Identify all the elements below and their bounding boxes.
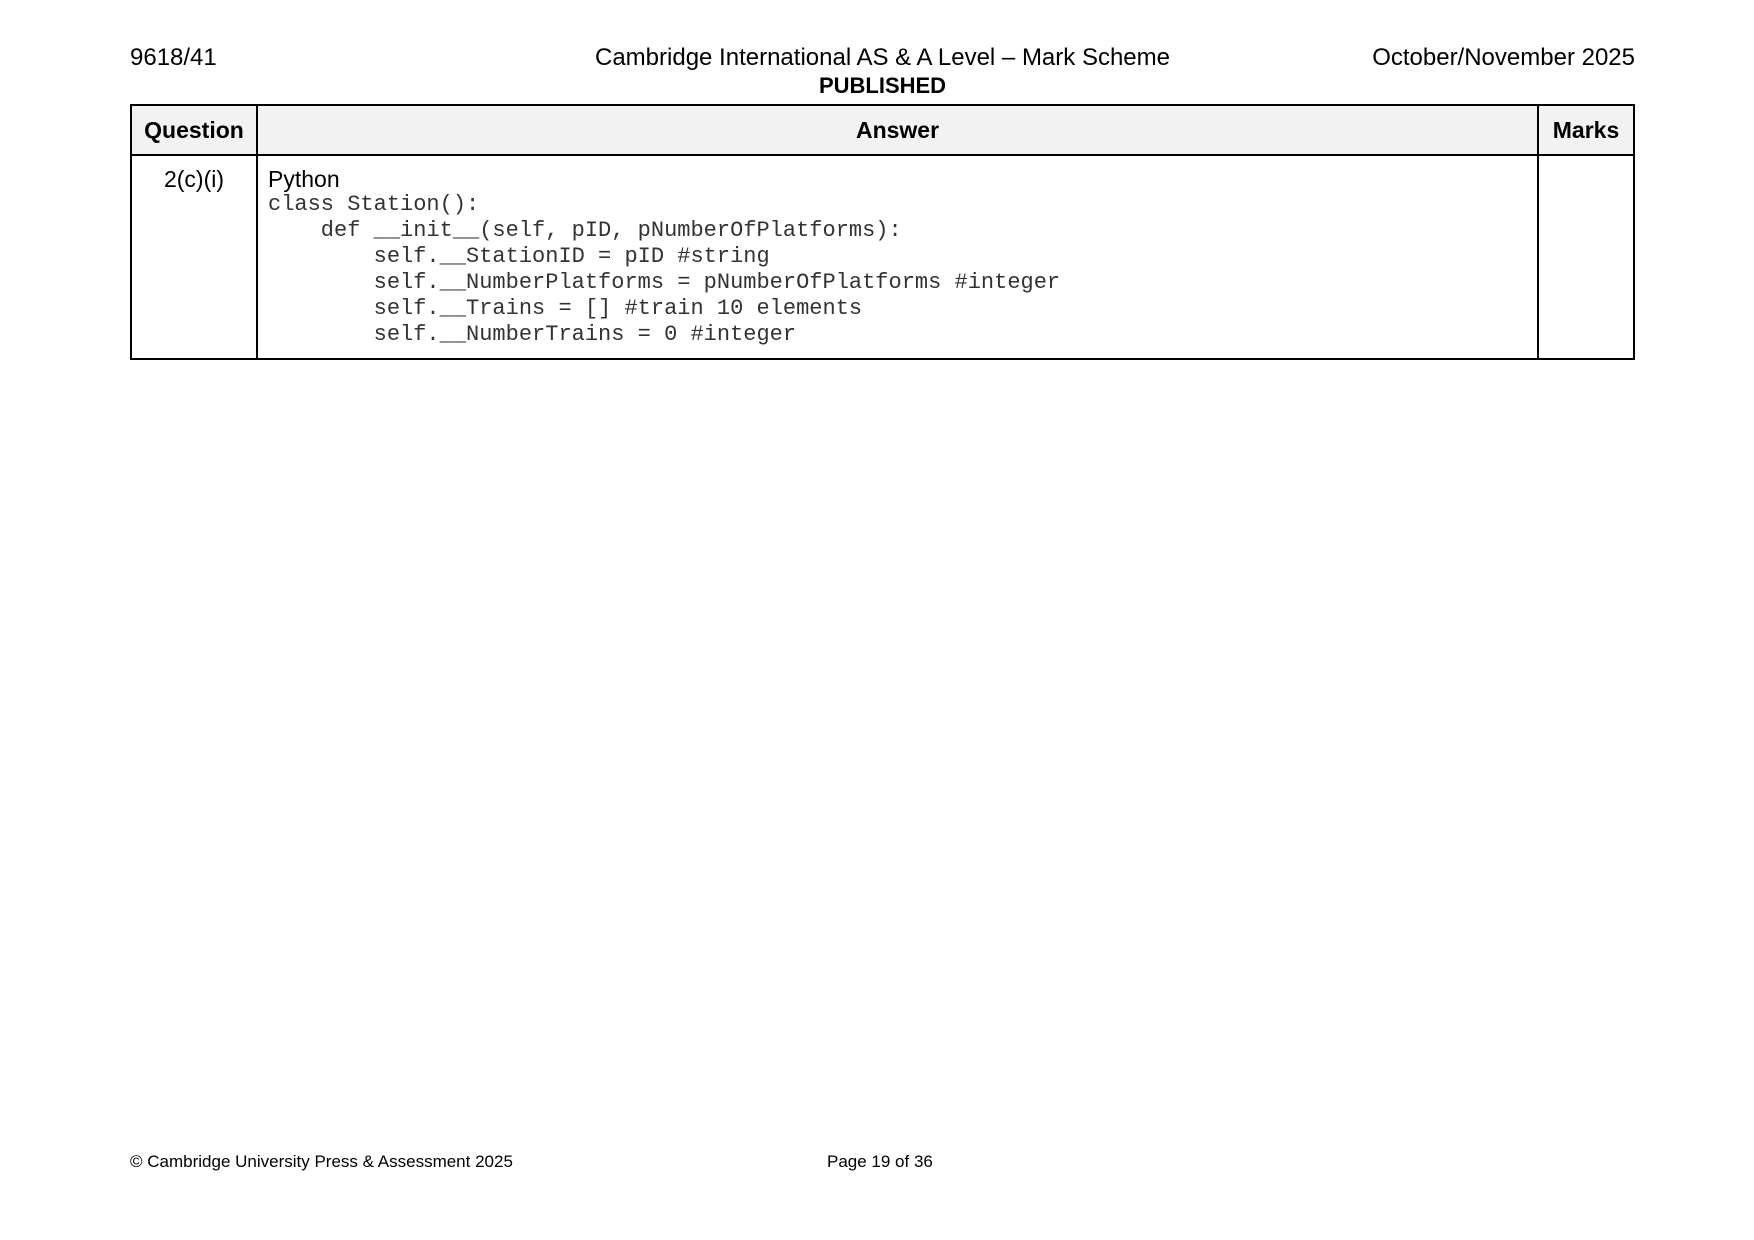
marks-column-header: Marks <box>1538 105 1634 155</box>
paper-code: 9618/41 <box>130 44 217 71</box>
answer-cell <box>257 155 1538 359</box>
table-header-row <box>131 105 1634 155</box>
question-column-header: Question <box>131 105 257 155</box>
answer-column-header: Answer <box>257 105 1538 155</box>
page-number: Page 19 of 36 <box>827 1152 933 1171</box>
exam-session: October/November 2025 <box>1372 44 1635 71</box>
language-label: Python <box>268 166 340 192</box>
mark-scheme-title: Cambridge International AS & A Level – Mark Scheme <box>595 44 1170 71</box>
mark-scheme-table <box>130 104 1635 360</box>
page-header <box>130 40 1635 100</box>
table-row <box>131 155 1634 359</box>
published-label: PUBLISHED <box>818 73 947 98</box>
copyright-notice: © Cambridge University Press & Assessment 2025 <box>130 1152 513 1171</box>
question-number: 2(c)(i) <box>131 155 257 359</box>
marks-cell <box>1538 155 1634 359</box>
code-block: class Station(): def __init__(self, pID, pNumberOfPlatforms): self.__StationID = pID #string self.__NumberPlatforms = pNumberOfPlatforms #integer self.__Trains = [] #train 10 elements self.__NumberTrains = 0 #integer <box>268 192 1061 347</box>
